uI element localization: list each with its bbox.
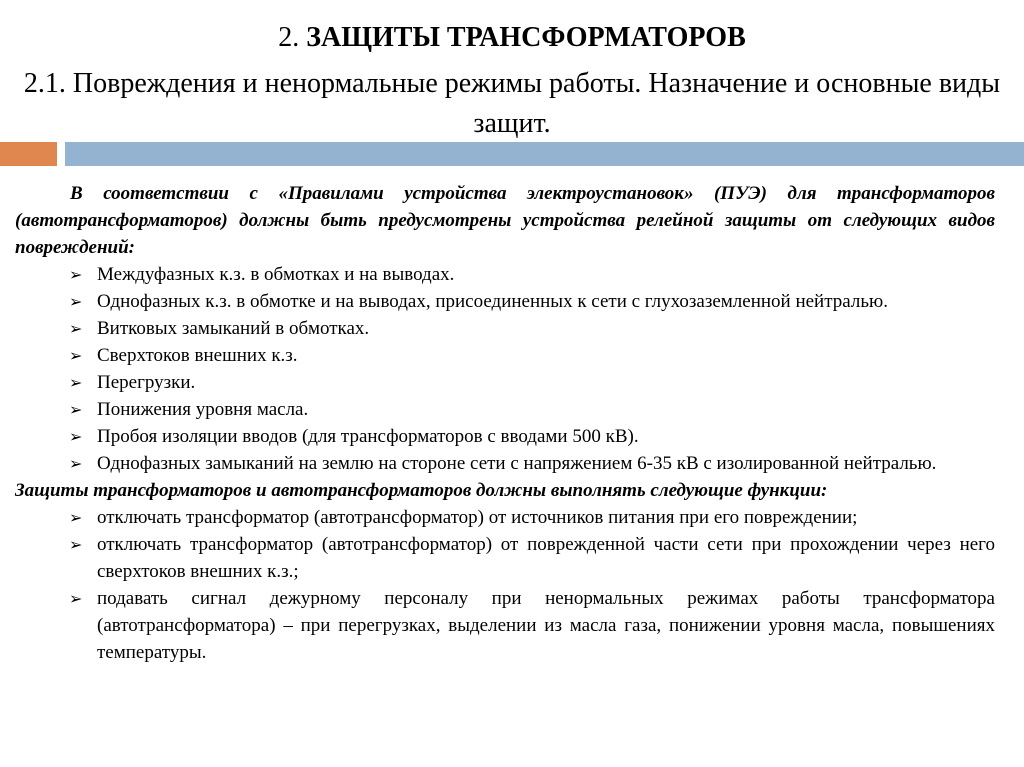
functions-heading: Защиты трансформаторов и автотрансформаторов должны выполнять следующие функции: xyxy=(15,480,828,501)
arrow-bullet-icon: ➢ xyxy=(69,535,83,554)
list-item-text: отключать трансформатор (автотрансформатор) от поврежденной части сети при прохождении через него сверхтоков внешних к.з.; xyxy=(97,534,995,582)
arrow-bullet-icon: ➢ xyxy=(69,427,83,446)
list-item xyxy=(69,315,995,342)
title-number: 2. xyxy=(278,22,300,53)
slide-subtitle: 2.1. Повреждения и ненормальные режимы работы. Назначение и основные виды защит. xyxy=(23,68,1001,139)
arrow-bullet-icon: ➢ xyxy=(69,319,83,338)
blue-divider-bar xyxy=(65,142,1024,166)
list-item xyxy=(69,288,995,315)
list-item xyxy=(69,261,995,288)
intro-paragraph: В соответствии с «Правилами устройства электроустановок» (ПУЭ) для трансформаторов (автотрансформаторов) должны быть предусмотрены устройства релейной защиты от следующих видов повреждений: xyxy=(15,183,995,258)
list-item-text: Понижения уровня масла. xyxy=(97,399,309,420)
arrow-bullet-icon: ➢ xyxy=(69,589,83,608)
functions-list xyxy=(15,504,995,666)
arrow-bullet-icon: ➢ xyxy=(69,400,83,419)
arrow-bullet-icon: ➢ xyxy=(69,373,83,392)
damages-list xyxy=(15,261,995,477)
arrow-bullet-icon: ➢ xyxy=(69,346,83,365)
list-item-text: Однофазных к.з. в обмотке и на выводах, присоединенных к сети с глухозаземленной нейтралью. xyxy=(97,291,888,312)
list-item xyxy=(69,423,995,450)
arrow-bullet-icon: ➢ xyxy=(69,508,83,527)
orange-accent-block xyxy=(0,142,57,166)
arrow-bullet-icon: ➢ xyxy=(69,265,83,284)
list-item-text: Междуфазных к.з. в обмотках и на выводах. xyxy=(97,264,455,285)
list-item-text: отключать трансформатор (автотрансформатор) от источников питания при его повреждении; xyxy=(97,507,858,528)
list-item xyxy=(69,369,995,396)
slide-body xyxy=(15,180,995,666)
slide-title xyxy=(0,22,1024,54)
list-item-text: Сверхтоков внешних к.з. xyxy=(97,345,298,366)
list-item xyxy=(69,585,995,666)
list-item-text: подавать сигнал дежурному персоналу при ненормальных режимах работы трансформатора (автотрансформатора) – при перегрузках, выделении из масла газа, понижении уровня масла, повышениях температуры. xyxy=(97,588,995,663)
arrow-bullet-icon: ➢ xyxy=(69,454,83,473)
list-item xyxy=(69,531,995,585)
arrow-bullet-icon: ➢ xyxy=(69,292,83,311)
list-item xyxy=(69,396,995,423)
list-item xyxy=(69,504,995,531)
list-item-text: Пробоя изоляции вводов (для трансформаторов с вводами 500 кВ). xyxy=(97,426,639,447)
list-item xyxy=(69,342,995,369)
list-item-text: Витковых замыканий в обмотках. xyxy=(97,318,370,339)
list-item-text: Перегрузки. xyxy=(97,372,196,393)
list-item-text: Однофазных замыканий на землю на стороне сети с напряжением 6-35 кВ с изолированной нейтралью. xyxy=(97,453,937,474)
list-item xyxy=(69,450,995,477)
title-main: ЗАЩИТЫ ТРАНСФОРМАТОРОВ xyxy=(306,22,746,53)
